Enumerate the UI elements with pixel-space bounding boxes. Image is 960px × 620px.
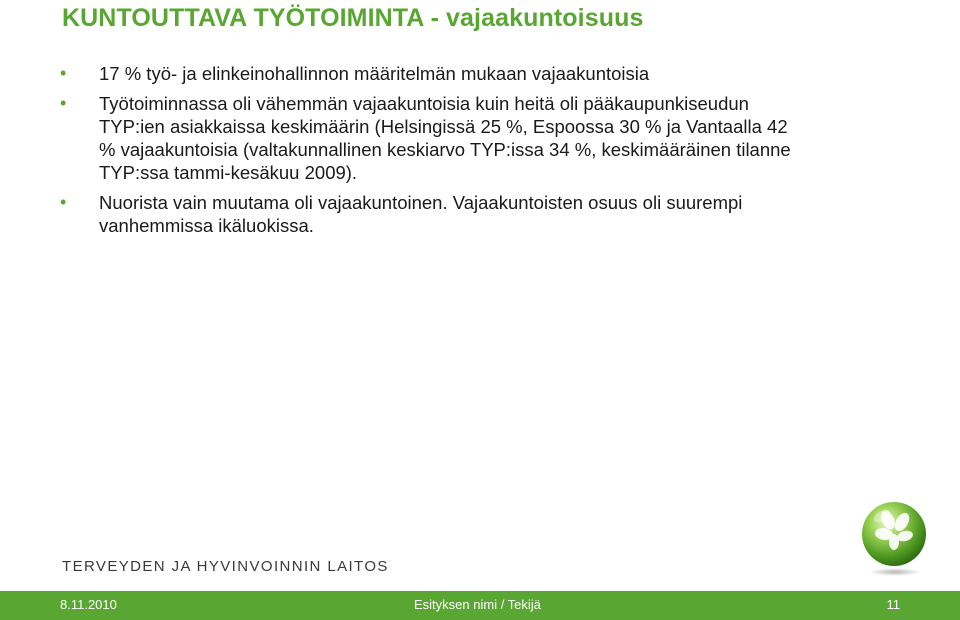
bullet-item — [0, 191, 960, 237]
footer-bar — [0, 591, 960, 620]
footer-page-number: 11 — [886, 597, 900, 612]
bullet-line: TYP:ien asiakkaissa keskimäärin (Helsingissä 25 %, Espoossa 30 % ja Vantaalla 42 — [99, 116, 788, 137]
bullet-text — [99, 92, 900, 184]
bullet-line: % vajaakuntoisia (valtakunnallinen keskiarvo TYP:issa 34 %, keskimääräinen tilanne — [99, 139, 791, 160]
footer-date: 8.11.2010 — [60, 597, 117, 612]
bullet-text — [99, 62, 900, 85]
bullet-line: Työtoiminnassa oli vähemmän vajaakuntoisia kuin heitä oli pääkaupunkiseudun — [99, 93, 749, 114]
bullet-text — [99, 191, 900, 237]
organization-name: TERVEYDEN JA HYVINVOINNIN LAITOS — [62, 558, 389, 575]
bullet-dot-icon: • — [60, 63, 67, 83]
bullet-dot-icon: • — [60, 192, 67, 212]
slide-title: KUNTOUTTAVA TYÖTOIMINTA - vajaakuntoisuus — [62, 4, 644, 32]
bullet-item — [0, 62, 960, 85]
bullet-list — [0, 62, 960, 244]
footer-presenter: Esityksen nimi / Tekijä — [414, 597, 541, 612]
bullet-item — [0, 92, 960, 184]
bullet-dot-icon: • — [60, 93, 67, 113]
bullet-line: Nuorista vain muutama oli vajaakuntoinen. Vajaakuntoisten osuus oli suurempi — [99, 192, 743, 213]
green-leaf-sphere-logo-icon — [858, 498, 930, 578]
bullet-line: 17 % työ- ja elinkeinohallinnon määritelmän mukaan vajaakuntoisia — [99, 63, 650, 84]
bullet-line: TYP:ssa tammi-kesäkuu 2009). — [99, 162, 358, 183]
bullet-line: vanhemmissa ikäluokissa. — [99, 215, 314, 236]
